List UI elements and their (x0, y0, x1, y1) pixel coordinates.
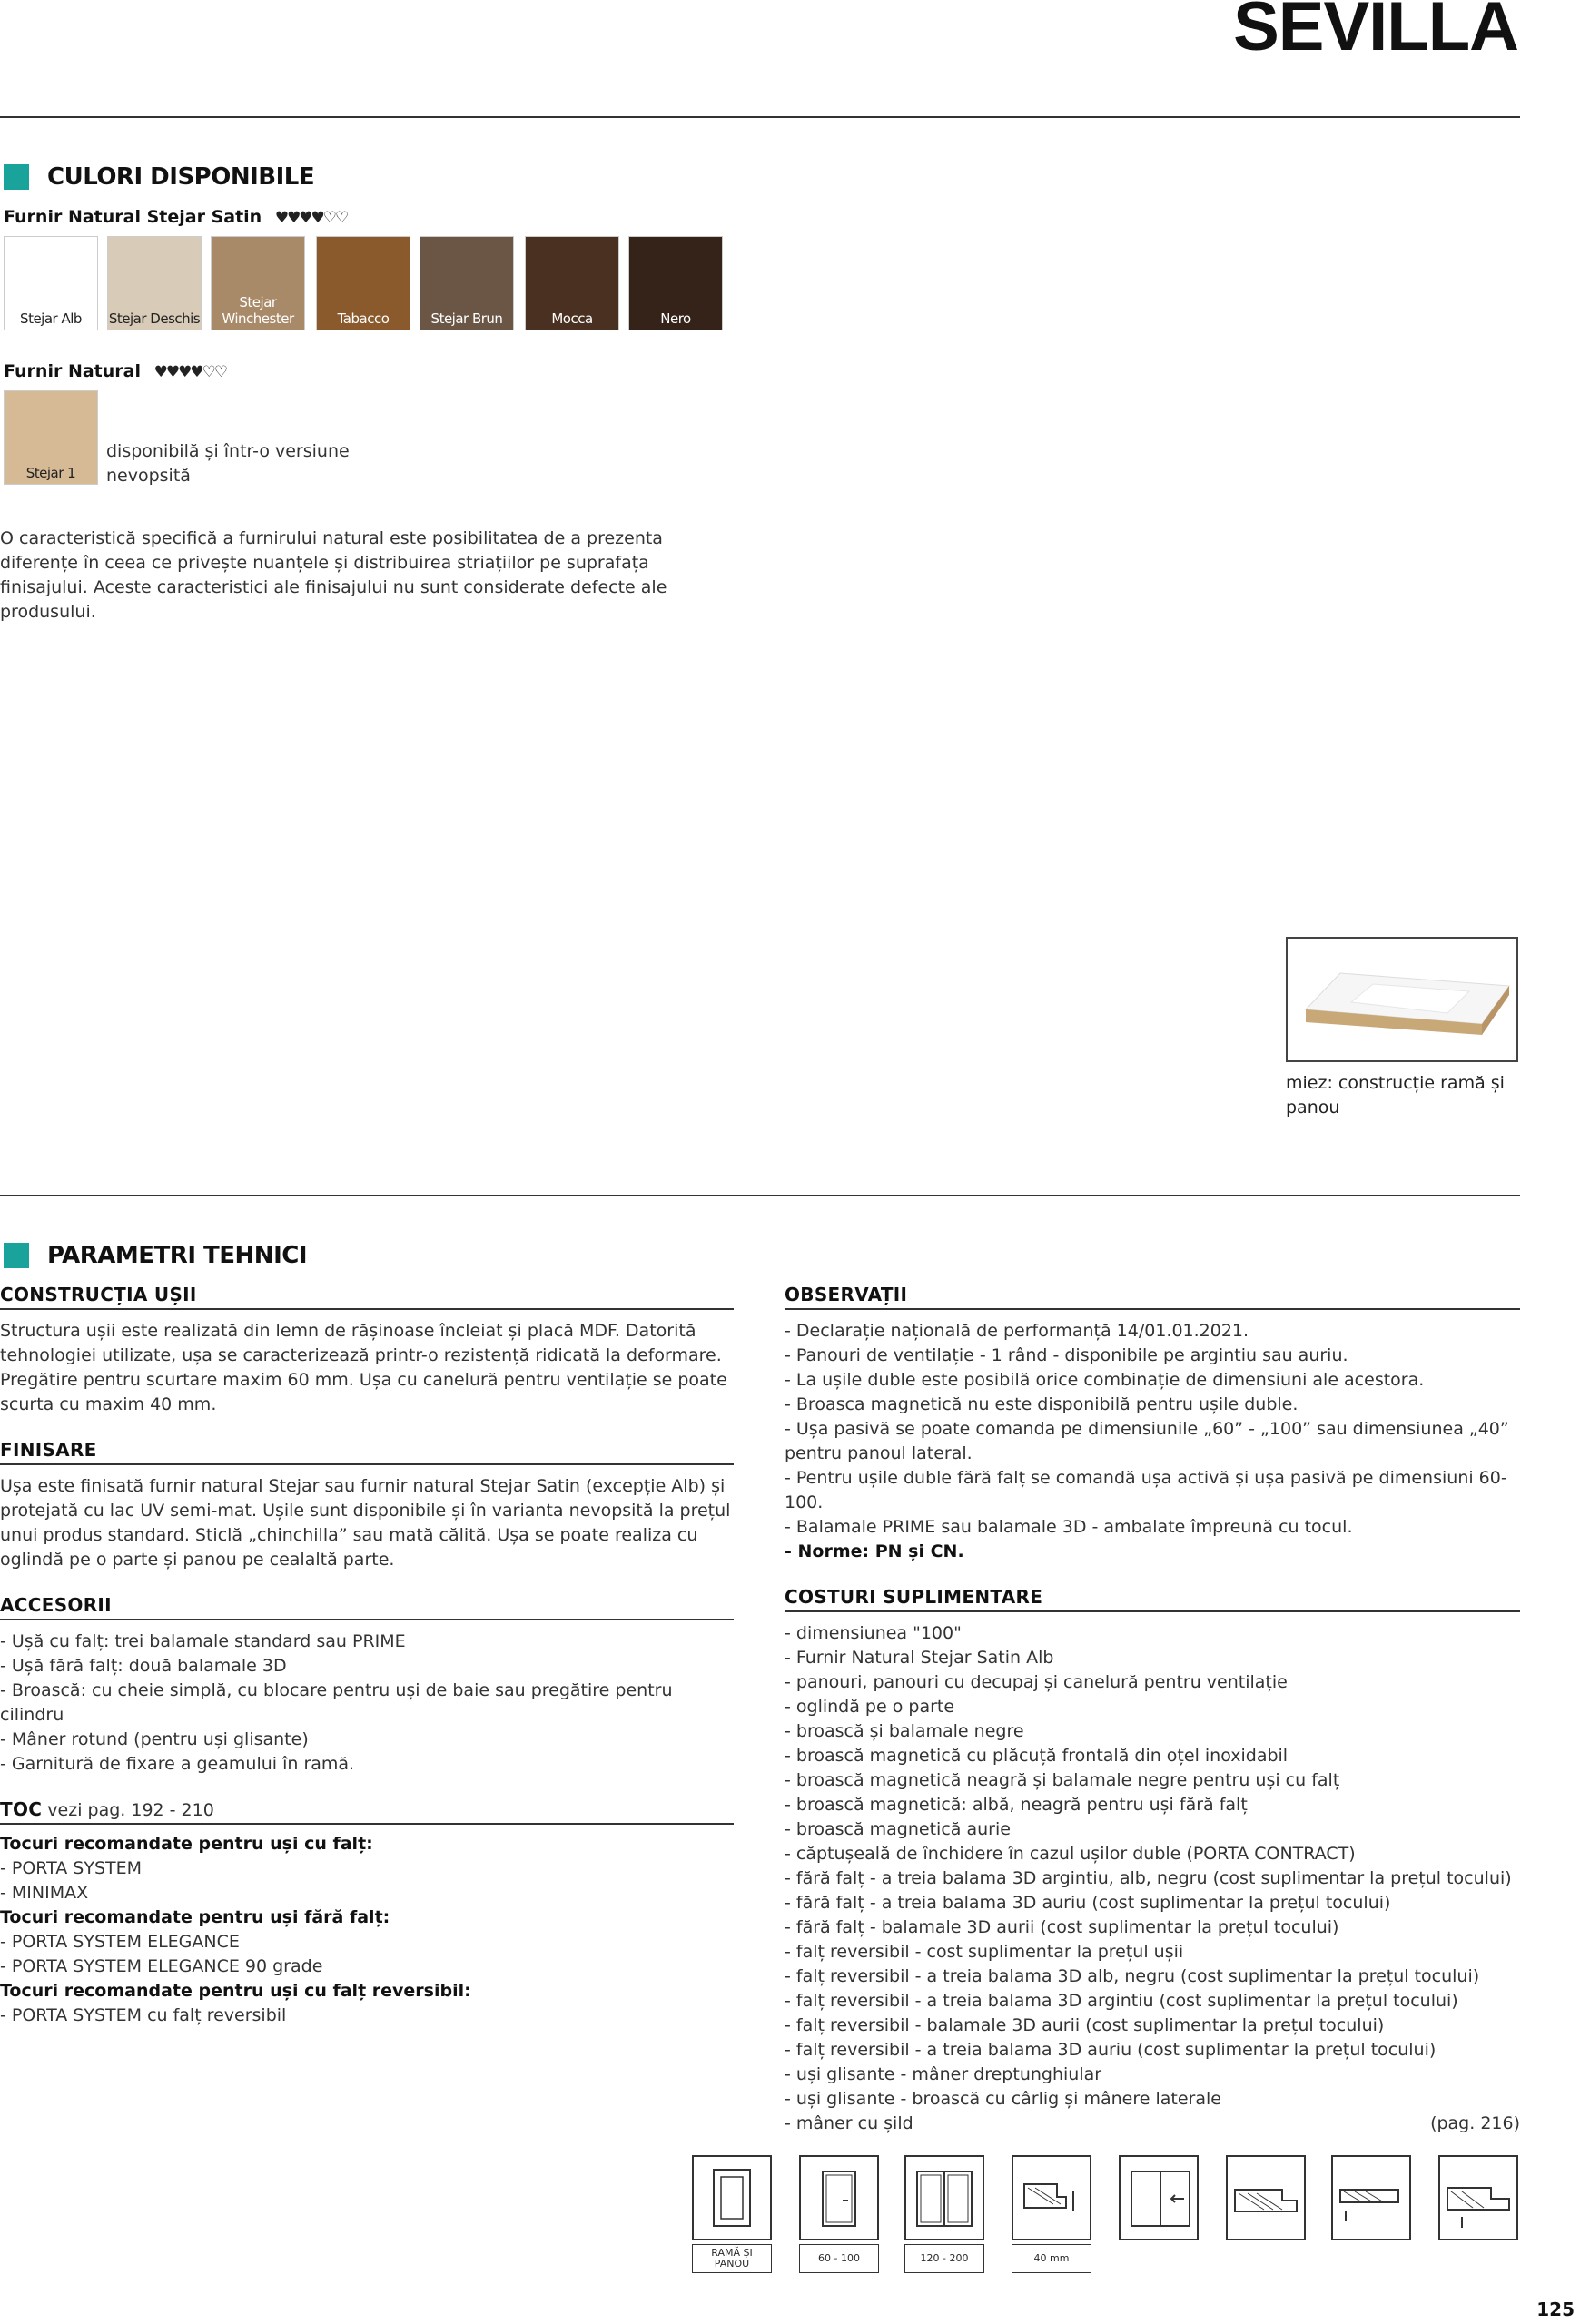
list-item: - falț reversibil - cost suplimentar la prețul ușii (785, 1942, 1184, 1962)
unpainted-note: disponibilă și într-o versiune nevopsită (106, 441, 350, 486)
list-item: - broască magnetică neagră și balamale negre pentru uși cu falț (785, 1770, 1340, 1790)
list-item: - broască magnetică: albă, neagră pentru uși fără falț (785, 1795, 1248, 1815)
list-item: - broască magnetică aurie (785, 1819, 1011, 1839)
toc-groups (0, 1832, 734, 2028)
list-item: - panouri, panouri cu decupaj și canelură pentru ventilație (785, 1672, 1288, 1692)
reversible-profile-icon (1438, 2155, 1518, 2240)
list-item: - Ușă fără falț: două balamale 3D (0, 1656, 287, 1676)
tech-left-column (0, 1284, 734, 2028)
list-item: - fără falț - a treia balama 3D argintiu, alb, negru (cost suplimentar la prețul tocului) (785, 1868, 1512, 1888)
toc-item: - MINIMAX (0, 1883, 89, 1903)
list-item: - dimensiunea "100" (785, 1623, 962, 1643)
core-construction-image (1286, 937, 1518, 1062)
page-ref: (pag. 216) (1430, 2113, 1520, 2133)
colors-heading-text: CULORI DISPONIBILE (47, 163, 315, 191)
list-item: - fără falț - balamale 3D aurii (cost suplimentar la prețul tocului) (785, 1917, 1339, 1937)
icon-label: RAMĂ ȘI PANOU (692, 2244, 772, 2273)
veneer-natural-title (4, 361, 226, 381)
list-item: - falț reversibil - a treia balama 3D alb, negru (cost suplimentar la prețul tocului) (785, 1966, 1480, 1986)
observations-list (785, 1319, 1520, 1540)
toc-item: - PORTA SYSTEM (0, 1858, 143, 1878)
list-item: - falț reversibil - a treia balama 3D argintiu (cost suplimentar la prețul tocului) (785, 1991, 1458, 2011)
title-divider (0, 116, 1520, 118)
swatch-stejar-winchester[interactable] (211, 236, 305, 330)
swatch-stejar-deschis[interactable] (107, 236, 202, 330)
swatch-label: Stejar Alb (20, 310, 82, 327)
list-item: - Pentru ușile duble fără falț se comandă ușa activă și ușa pasivă pe dimensiuni 60-100. (785, 1468, 1507, 1512)
frame-panel-icon (692, 2155, 772, 2240)
toc-item: - PORTA SYSTEM cu falț reversibil (0, 2005, 287, 2025)
swatch-label: Stejar Brun (430, 310, 503, 327)
observations-heading: OBSERVAȚII (785, 1284, 1520, 1310)
list-item: - Panouri de ventilație - 1 rând - disponibile pe argintiu sau auriu. (785, 1345, 1348, 1365)
list-item: - Declarație națională de performanță 14/01.01.2021. (785, 1321, 1249, 1341)
list-item: - broască și balamale negre (785, 1721, 1024, 1741)
section-marker-icon (4, 164, 29, 190)
list-item: - broască magnetică cu plăcuță frontală din oțel inoxidabil (785, 1746, 1289, 1766)
toc-item: - PORTA SYSTEM ELEGANCE 90 grade (0, 1956, 323, 1976)
accessories-heading: ACCESORII (0, 1594, 734, 1620)
toc-item: - PORTA SYSTEM ELEGANCE (0, 1932, 240, 1952)
toc-group-title: Tocuri recomandate pentru uși cu falț reversibil: (0, 1981, 471, 2001)
tech-heading-text: PARAMETRI TEHNICI (47, 1242, 307, 1269)
swatch-tabacco[interactable] (316, 236, 410, 330)
icon-label: 120 - 200 (904, 2244, 984, 2273)
toc-group-title: Tocuri recomandate pentru uși cu falț: (0, 1834, 373, 1854)
list-item: - Mâner rotund (pentru uși glisante) (0, 1729, 309, 1749)
tech-section-heading (4, 1242, 307, 1269)
page-title: SEVILLA (1233, 0, 1518, 65)
rating-icons: ♥♥♥♥♡♡ (153, 363, 227, 381)
swatch-mocca[interactable] (525, 236, 619, 330)
list-item: - Ușă cu falț: trei balamale standard sau PRIME (0, 1631, 406, 1651)
swatch-label: Stejar Winchester (222, 294, 294, 327)
finish-text: Ușa este finisată furnir natural Stejar sau furnir natural Stejar Satin (excepție Alb) și protejată cu lac UV semi-mat. Ușile sunt disponibile și în varianta nevopsită la prețul unui produs standard. Sticlă „chinchilla” sau mată călită. Ușa se poate realiza cu oglindă pe o parte și panou pe cealaltă parte. (0, 1476, 731, 1570)
tech-right-column (785, 1284, 1520, 2136)
core-caption: miez: construcție ramă și panou (1286, 1073, 1505, 1118)
list-item: - Broasca magnetică nu este disponibilă pentru ușile duble. (785, 1394, 1299, 1414)
swatch-label: Mocca (551, 310, 593, 327)
swatch-label: Stejar Deschis (108, 310, 201, 327)
norms-item: - Norme: PN și CN. (785, 1541, 964, 1561)
list-item: - Ușa pasivă se poate comanda pe dimensiunile „60” - „100” sau dimensiunea „40” pentru panoul lateral. (785, 1419, 1509, 1463)
icon-label: 40 mm (1012, 2244, 1091, 2273)
toc-group-title: Tocuri recomandate pentru uși fără falț: (0, 1907, 390, 1927)
flush-profile-icon (1331, 2155, 1411, 2240)
toc-heading (0, 1798, 734, 1825)
sliding-door-icon (1119, 2155, 1199, 2240)
swatch-stejar-alb[interactable] (4, 236, 98, 330)
list-item: - uși glisante - broască cu cârlig și mânere laterale (785, 2089, 1221, 2109)
extra-costs-list (785, 1621, 1520, 2136)
group2-title: Furnir Natural (4, 361, 141, 381)
veneer-paragraph: O caracteristică specifică a furnirului natural este posibilitatea de a prezenta diferențe în ceea ce privește nuanțele și distribuirea striațiilor pe suprafața finisajului. Aceste caracteristici ale finisajului nu sunt considerate defecte ale produsului. (0, 528, 667, 622)
section-marker-icon (4, 1243, 29, 1268)
list-item: - La ușile duble este posibilă orice combinație de dimensiuni ale acestora. (785, 1370, 1425, 1390)
list-item: - fără falț - a treia balama 3D auriu (cost suplimentar la prețul tocului) (785, 1893, 1391, 1913)
colors-section-heading (4, 163, 314, 191)
list-item: - uși glisante - mâner dreptunghiular (785, 2064, 1102, 2084)
swatch-stejar-1[interactable] (4, 390, 98, 485)
swatch-nero[interactable] (628, 236, 723, 330)
list-item: - oglindă pe o parte (785, 1697, 955, 1717)
finish-heading: FINISARE (0, 1439, 734, 1465)
list-item: - Garnitură de fixare a geamului în ramă. (0, 1754, 355, 1774)
swatch-label: Stejar 1 (25, 465, 76, 481)
toc-page-ref: vezi pag. 192 - 210 (47, 1800, 214, 1820)
toc-title: TOC (0, 1798, 43, 1820)
construction-heading: CONSTRUCȚIA UȘII (0, 1284, 734, 1310)
list-item: - mâner cu șild (pag. 216) (785, 2112, 1520, 2136)
list-item: - Balamale PRIME sau balamale 3D - ambalate împreună cu tocul. (785, 1517, 1353, 1537)
list-item: - Broască: cu cheie simplă, cu blocare pentru uși de baie sau pregătire pentru cilindru (0, 1680, 673, 1725)
list-item: - Furnir Natural Stejar Satin Alb (785, 1648, 1054, 1668)
construction-text: Structura ușii este realizată din lemn de rășinoase încleiat și placă MDF. Datorită tehnologiei utilizate, ușa se caracterizează printr-o rezistență ridicată la deformare. Pregătire pentru scurtare maxim 60 mm. Ușa cu canelură pentru ventilație se poate scurta cu maxim 40 mm. (0, 1321, 727, 1414)
accessories-list (0, 1630, 734, 1777)
list-item: - falț reversibil - a treia balama 3D auriu (cost suplimentar la prețul tocului) (785, 2040, 1437, 2060)
extra-costs-heading: COSTURI SUPLIMENTARE (785, 1586, 1520, 1612)
list-item: - căptușeală de închidere în cazul ușilor duble (PORTA CONTRACT) (785, 1844, 1356, 1864)
double-door-icon (904, 2155, 984, 2240)
swatch-label: Nero (660, 310, 691, 327)
group1-title: Furnir Natural Stejar Satin (4, 207, 262, 227)
section-divider (0, 1195, 1520, 1196)
list-item: - falț reversibil - balamale 3D aurii (cost suplimentar la prețul tocului) (785, 2015, 1385, 2035)
rating-icons: ♥♥♥♥♡♡ (274, 209, 348, 227)
rebate-profile-icon (1226, 2155, 1306, 2240)
rebate-icon (1012, 2155, 1091, 2240)
page-number: 125 (1536, 2299, 1575, 2320)
veneer-satin-title (4, 207, 347, 227)
swatch-stejar-brun[interactable] (420, 236, 514, 330)
swatch-label: Tabacco (337, 310, 390, 327)
single-door-icon (799, 2155, 879, 2240)
icon-label: 60 - 100 (799, 2244, 879, 2273)
